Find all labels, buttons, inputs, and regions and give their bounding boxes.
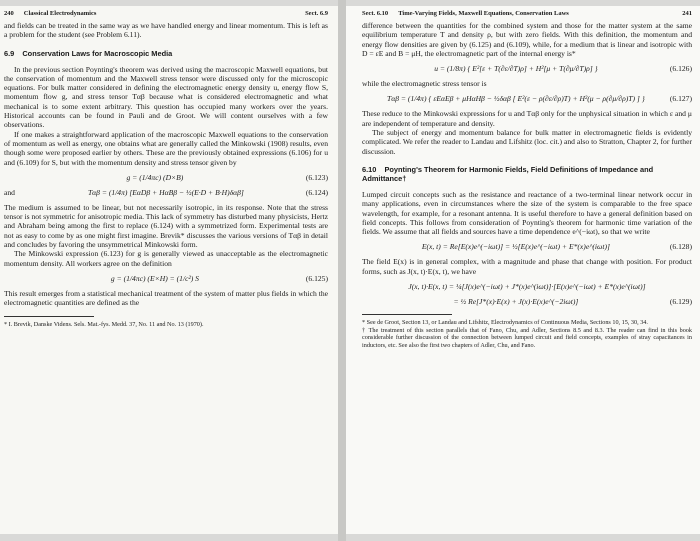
equation-body: J(x, t)·E(x, t) = ¼[J(x)e^(−iωt) + J*(x)e^(iωt)]·[E(x)e^(−iωt) + E*(x)e^(iωt)] <box>408 282 646 292</box>
equation-6-127 <box>362 94 692 103</box>
right-page <box>346 6 700 534</box>
equation-6-125 <box>4 274 328 283</box>
left-page-number: 240 <box>4 10 14 17</box>
equation-number: (6.123) <box>305 172 328 182</box>
right-paragraph-3: These reduce to the Minkowski expressions for u and Tαβ only for the unphysical situation in which ε and μ are independent of temperature and density. <box>362 109 692 128</box>
equation-body: g = (1/4πc) (D×B) <box>126 172 184 182</box>
equation-6-128 <box>362 242 692 251</box>
equation-6-126 <box>362 64 692 73</box>
left-running-header <box>4 10 328 17</box>
right-running-title: Time-Varying Fields, Maxwell Equations, Conservation Laws <box>398 10 569 17</box>
equation-body: E(x, t) = Re[E(x)e^(−iωt)] = ½[E(x)e^(−iωt) + E*(x)e^(iωt)] <box>421 242 610 252</box>
left-page <box>0 6 338 534</box>
right-running-header <box>362 10 692 17</box>
equation-number: (6.128) <box>669 242 692 252</box>
left-paragraph-4: The Minkowski expression (6.123) for g is generally viewed as unacceptable as the electromagnetic momentum density. All workers agree on the definition <box>4 249 328 268</box>
equation-number: (6.127) <box>669 94 692 104</box>
equation-body: Tαβ = (1/4π) { εEαEβ + μHαHβ − ½δαβ [ E²(ε − ρ(∂ε/∂ρ)T) + H²(μ − ρ(∂μ/∂ρ)T) ] } <box>387 94 645 104</box>
right-paragraph-1: difference between the quantities for the combined system and those for the matter system at the same equilibrium temperature T and density ρ, but with zero fields. With this definition, the momentum and energy flow densities are given by (6.125) and (6.109), while, for a medium that is linear and isotropic with D = εE and B = μH, the electromagnetic part of the internal energy is* <box>362 21 692 58</box>
section-heading-6-10 <box>362 165 692 183</box>
right-paragraph-2: while the electromagnetic stress tensor is <box>362 79 487 89</box>
right-paragraph-4: The subject of energy and momentum balance for bulk matter in electromagnetic fields is evidently complicated. We refer the reader to Landau and Lifshitz (loc. cit.) and also to Stratton, Chapter 2, for further discussion. <box>362 128 692 156</box>
right-paragraph-5: Lumped circuit concepts such as the resistance and reactance of a two-terminal linear network occur in many applications, even in circumstances where the size of the system is comparable to the free space wavelength, for example, for a resonant antenna. It is useful therefore to have a general definition based on field concepts. This follows from consideration of Poynting's theorem for harmonic time variation of the fields. We assume that all fields and sources have a time dependence e^(−iωt), so that we write <box>362 189 692 237</box>
right-footnote-1: * See de Groot, Section 13, or Landau and Lifshitz, Electrodynamics of Continuous Media, Sections 10, 15, 30, 34. <box>362 319 648 327</box>
equation-number: (6.129) <box>669 297 692 307</box>
left-paragraph-5: This result emerges from a statistical mechanical treatment of the system of matter plus fields in which the electromagnetic quantities are defined as the <box>4 288 328 308</box>
equation-number: (6.125) <box>305 273 328 283</box>
footnote-rule <box>362 314 452 315</box>
right-page-number: 241 <box>682 10 692 17</box>
right-footnote-2: † The treatment of this section parallels that of Fano, Chu, and Adler, Sections 8.5 and 8.3. The reader can find in this book considerable further discussion of the connection between lumped circuit and field concepts, examples of stray capacitances in inductors, etc. See also the first two chapters of Adler, Chu, and Fano. <box>362 326 692 349</box>
equation-6-123 <box>4 173 328 182</box>
left-paragraph-3: The medium is assumed to be linear, but not necessarily isotropic, in its response. Note that the stress tensor is not symmetric for anisotropic media. This lack of symmetry has disturbed many physicists, Hertz and Abraham being among the first to replace (6.124) with a symmetrized form. Experimental tests are not as easy to come by as one might first imagine. Brevik* discusses the various versions of Tαβ in detail and concludes by favoring the unsymmetrical Minkowski form. <box>4 202 328 250</box>
equation-number: (6.124) <box>305 187 328 197</box>
section-title: Conservation Laws for Macroscopic Media <box>22 48 173 58</box>
section-number: 6.9 <box>4 48 15 58</box>
left-section-label: Sect. 6.9 <box>305 10 328 17</box>
section-number: 6.10 <box>362 164 377 174</box>
equation-6-124 <box>4 188 328 197</box>
equation-body: g = (1/4πc) (E×H) = (1/c²) S <box>110 273 199 283</box>
right-section-label: Sect. 6.10 <box>362 10 389 17</box>
equation-body: = ½ Re[J*(x)·E(x) + J(x)·E(x)e^(−2iωt)] <box>453 297 579 307</box>
left-paragraph-1: In the previous section Poynting's theorem was derived using the macroscopic Maxwell equations, but the conservation of momentum and the Maxwell stress tensor were discussed only for the microscopic equations. For bulk matter considered in defining the electromagnetic energy density u, energy flow S, momentum flow g, and stress tensor Tαβ because what is considered electromagnetic and what mechanical is to some extent arbitrary. This question has occupied many workers over the years. Historical accounts can be found in Pauli and de Groot. We will content ourselves with a few observations. <box>4 64 328 130</box>
left-running-title: Classical Electrodynamics <box>23 10 97 17</box>
equation-6-129-line-1 <box>362 282 692 291</box>
book-gutter <box>338 0 346 541</box>
section-heading-6-9 <box>4 49 328 58</box>
right-paragraph-6: The field E(x) is in general complex, with a magnitude and phase that change with position. For product forms, such as J(x, t)·E(x, t), we have <box>362 257 692 276</box>
left-paragraph-2: If one makes a straightforward application of the macroscopic Maxwell equations to the conservation of momentum as well as energy, one obtains what are generally called the Minkowski (1908) results, even though some were proposed earlier by others. These are the previously obtained expressions (6.106) for u and (6.109) for S, but with the momentum density and stress tensor given by <box>4 129 328 167</box>
left-intro-text: and fields can be treated in the same way as we have handled energy and linear momentum. This is left as a problem for the student (see Problem 6.11). <box>4 21 328 40</box>
section-title: Poynting's Theorem for Harmonic Fields, Field Definitions of Impedance and Admittance† <box>362 164 654 183</box>
equation-body: u = (1/8π) { E²[ε + T(∂ε/∂T)ρ] + H²[μ + T(∂μ/∂T)ρ] } <box>434 64 598 74</box>
footnote-rule <box>4 316 94 317</box>
equation-body: Tαβ = (1/4π) [EαDβ + HαBβ − ½(E·D + B·H)δαβ] <box>87 187 244 197</box>
equation-6-129 <box>362 297 692 306</box>
and-word: and <box>4 187 15 197</box>
left-footnote: * I. Brevik, Danske Videns. Sels. Mat.-fys. Medd. 37, No. 11 and No. 13 (1970). <box>4 320 204 328</box>
equation-number: (6.126) <box>669 64 692 74</box>
